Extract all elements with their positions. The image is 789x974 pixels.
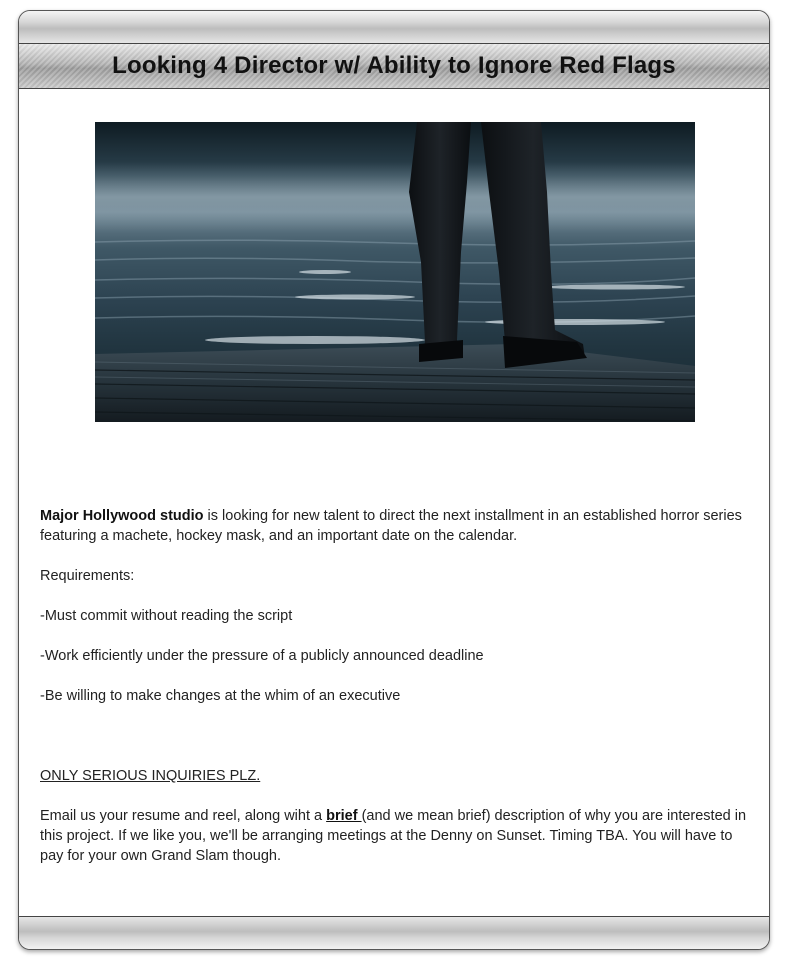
requirement-item: -Be willing to make changes at the whim of an executive — [40, 688, 401, 704]
requirement-item: -Work efficiently under the pressure of a publicly announced deadline — [40, 648, 484, 664]
top-frame-cap — [19, 11, 769, 44]
intro-text: is looking for new talent to direct the next installment in an established horror series featuring a machete, hockey mask, and an important date on the calendar. — [40, 508, 742, 544]
email-paragraph — [40, 806, 752, 866]
bottom-frame-cap — [19, 916, 769, 949]
brief-link[interactable]: brief — [326, 808, 362, 824]
hero-image — [95, 122, 695, 422]
page-title: Looking 4 Director w/ Ability to Ignore Red Flags — [112, 52, 676, 79]
studio-name: Major Hollywood studio — [40, 508, 204, 524]
requirements-heading: Requirements: — [40, 568, 135, 584]
title-bar — [19, 43, 769, 89]
serious-inquiries-text: ONLY SERIOUS INQUIRIES PLZ. — [40, 768, 261, 784]
email-text-end: (and we mean brief) description of why you are interested in this project. If we like you, we'll be arranging meetings at the Denny on Sunset. Timing TBA. You will have to pay for your own Grand Slam though. — [40, 808, 747, 864]
serious-inquiries-note — [40, 766, 752, 786]
intro-paragraph — [40, 506, 752, 546]
post-body — [40, 506, 752, 866]
requirement-item: -Must commit without reading the script — [40, 608, 293, 624]
listing-window — [18, 10, 770, 950]
dock-photo — [95, 122, 695, 422]
email-text-start: Email us your resume and reel, along wiht a — [40, 808, 327, 824]
